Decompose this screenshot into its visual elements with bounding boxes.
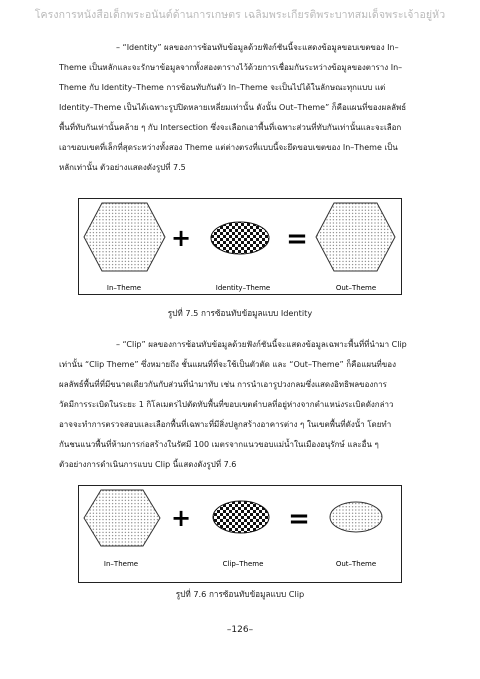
equals-sign: = <box>286 224 308 254</box>
label-out-theme: Out–Theme <box>335 284 377 292</box>
text-line: Theme เป็นหลักและจะรักษาข้อมูลจากทั้งสองตารางไว้ด้วยการเชื่อมกันระหว่างข้อมูลของตาราง In– <box>59 63 403 72</box>
paragraph-identity <box>59 38 422 178</box>
label-identity-theme: Identity–Theme <box>215 284 271 292</box>
clip-theme-ellipse <box>213 501 269 533</box>
text-line: Identity–Theme เป็นได้เฉพาะรูปปิดหลายเหลี่ยมเท่านั้น ดังนั้น Out–Theme” ก็คือแผนที่ของผลลัพธ์ <box>59 103 407 112</box>
page-number: –126– <box>226 625 254 635</box>
figure-clip <box>78 485 402 583</box>
running-header: โครงการหนังสือเด็กพระอนันต์ด้านการเกษตร เฉลิมพระเกียรติพระบาทสมเด็จพระเจ้าอยู่หัว <box>34 9 446 21</box>
text-line: – “Identity” ผลของการซ้อนทับข้อมูลด้วยฟังก์ชันนี้จะแสดงข้อมูลขอบเขตของ In– <box>116 43 399 52</box>
label-in-theme: In–Theme <box>103 560 139 568</box>
label-out-theme: Out–Theme <box>335 560 377 568</box>
text-line: ตัวอย่างการดำเนินการแบบ Clip นี้แสดงดังรูปที่ 7.6 <box>59 460 237 469</box>
text-line: พื้นที่ทับกันเท่านั้นคล้าย ๆ กับ Intersection ซึ่งจะเลือกเอาพื้นที่เฉพาะส่วนที่ทับกันเท่านั้นและจะเลือก <box>59 123 402 132</box>
text-line: อาจจะทำการตรวจสอบและเลือกพื้นที่เฉพาะที่มีสิ่งปลูกสร้างอาคารต่าง ๆ ในเขตพื้นที่ดังนั้า โดยทำ <box>59 420 392 429</box>
text-line: – “Clip” ผลของการซ้อนทับข้อมูลด้วยฟังก์ชันนี้จะแสดงข้อมูลเฉพาะพื้นที่ที่นำมา Clip <box>116 340 407 349</box>
text-line: วัดมีการระเบิดในระยะ 1 กิโลเมตรไปตัดทับพื้นที่ขอบเขตตำบลที่อยู่ห่างจากตำแหน่งระเบิดดังกล่าว <box>59 400 394 409</box>
out-theme-hexagon <box>316 203 395 271</box>
text-line: กันชนแนวพื้นที่ห้ามการก่อสร้างในรัศมี 100 เมตรจากแนวขอบแม่น้ำในเมืองอนุรักษ์ และอื่น ๆ <box>59 440 379 449</box>
text-line: ผลลัพธ์พื้นที่ที่มีขนาดเดียวกันกับส่วนที่นำมาทับ เช่น การนำเอารูปวงกลมซึ่งแสดงอิทธิพลของการ <box>59 380 387 389</box>
in-theme-hexagon <box>84 490 160 546</box>
out-theme-ellipse <box>330 502 382 532</box>
figure-identity <box>78 198 402 295</box>
figure-identity-caption: รูปที่ 7.5 การซ้อนทับข้อมูลแบบ Identity <box>167 308 313 318</box>
identity-theme-ellipse <box>211 222 269 254</box>
text-line: Theme กับ Identity–Theme การซ้อนทับกันตัว In–Theme จะเป็นไปได้ในลักษณะทุกแบบ แต่ <box>59 83 386 92</box>
plus-sign: + <box>170 224 192 252</box>
in-theme-hexagon <box>84 203 165 271</box>
text-line: หลักเท่านั้น ตัวอย่างแสดงดังรูปที่ 7.5 <box>59 163 186 172</box>
text-line: เอาขอบเขตที่เล็กที่สุดระหว่างทั้งสอง Theme แต่ต่างตรงที่แบบนี้จะยึดขอบเขตของ In–Theme เป็น <box>59 143 398 152</box>
figure-clip-caption: รูปที่ 7.6 การซ้อนทับข้อมูลแบบ Clip <box>175 589 305 599</box>
paragraph-clip <box>59 335 422 475</box>
equals-sign: = <box>288 504 310 534</box>
plus-sign: + <box>170 504 192 532</box>
text-line: เท่านั้น “Clip Theme” ซึ่งหมายถึง ชั้นแผนที่ที่จะใช้เป็นตัวตัด และ “Out–Theme” ก็คือแผนที่ของ <box>59 360 396 369</box>
label-in-theme: In–Theme <box>106 284 142 292</box>
label-clip-theme: Clip–Theme <box>222 560 264 568</box>
